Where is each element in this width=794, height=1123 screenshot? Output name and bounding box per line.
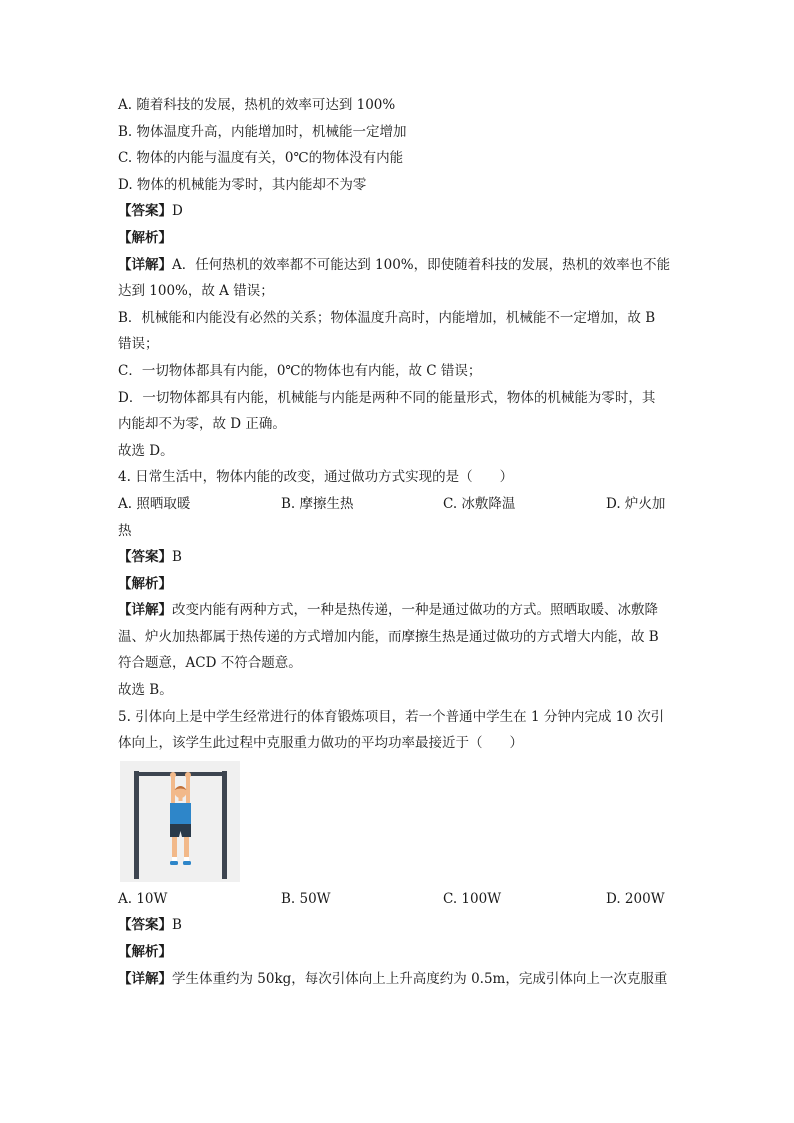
analysis-tag: 【解析】 [118,944,172,961]
q3-detail-line: D．一切物体都具有内能，机械能与内能是两种不同的能量形式，物体的机械能为零时，其 [118,389,656,406]
answer-tag: 【答案】 [118,203,172,220]
q5-stem-line: 体向上，该学生此过程中克服重力做功的平均功率最接近于（ ） [118,735,523,752]
q3-detail-line: C．一切物体都具有内能，0℃的物体也有内能，故 C 错误； [118,362,482,379]
detail-tag: 【详解】 [118,602,172,619]
detail-tag: 【详解】 [118,970,172,987]
q4-option-c: C. 冰敷降温 [443,495,516,512]
answer-value: D [172,203,183,220]
q5-option-b: B. 50W [281,890,331,907]
q5-answer [118,912,678,939]
q4-stem: 4. 日常生活中，物体内能的改变，通过做功方式实现的是（ ） [118,469,514,486]
detail-text: 改变内能有两种方式，一种是热传递，一种是通过做功的方式。照晒取暖、冰敷降 [172,602,658,619]
q4-option-d: D. 炉火加 [606,495,666,512]
analysis-tag: 【解析】 [118,229,172,246]
detail-text: A．任何热机的效率都不可能达到 100%，即使随着科技的发展，热机的效率也不能 [172,256,671,273]
q3-detail-line [118,252,678,279]
q4-option-wrap: 热 [118,522,132,539]
q5-analysis-heading [118,939,678,966]
pull-up-figure-svg [120,761,240,882]
answer-value: B [172,549,182,566]
q5-option-c: C. 100W [443,890,502,907]
q5-option-a: A. 10W [118,890,168,907]
q5-option-d: D. 200W [606,890,665,907]
q3-option-b: B. 物体温度升高，内能增加时，机械能一定增加 [118,123,407,140]
q5-options [118,886,678,913]
q4-options [118,491,678,518]
q4-conclusion: 故选 B。 [118,682,173,699]
q3-option-c: C. 物体的内能与温度有关，0℃的物体没有内能 [118,150,404,167]
q3-detail-line: 错误； [118,336,159,353]
detail-tag: 【详解】 [118,256,172,273]
q4-answer [118,544,678,571]
q4-detail-line [118,597,678,624]
analysis-tag: 【解析】 [118,575,172,592]
q4-analysis-heading [118,571,678,598]
exam-page [118,92,678,992]
q4-detail-line: 符合题意，ACD 不符合题意。 [118,655,302,672]
q3-detail-line: 达到 100%，故 A 错误； [118,283,274,300]
detail-text: 学生体重约为 50kg，每次引体向上上升高度约为 0.5m，完成引体向上一次克服重 [172,970,668,987]
answer-tag: 【答案】 [118,549,172,566]
answer-value: B [172,917,182,934]
q3-answer [118,198,678,225]
answer-tag: 【答案】 [118,917,172,934]
q4-detail-line: 温、炉火加热都属于热传递的方式增加内能，而摩擦生热是通过做功的方式增大内能，故 B [118,628,659,645]
q3-conclusion: 故选 D。 [118,442,174,459]
pull-up-illustration [120,761,240,882]
q3-detail-line: B．机械能和内能没有必然的关系；物体温度升高时，内能增加，机械能不一定增加，故 B [118,309,656,326]
q3-analysis-heading [118,225,678,252]
q4-option-b: B. 摩擦生热 [281,495,354,512]
q5-stem-line: 5. 引体向上是中学生经常进行的体育锻炼项目，若一个普通中学生在 1 分钟内完成 10 次引 [118,708,665,725]
q3-detail-line: 内能却不为零，故 D 正确。 [118,416,286,433]
q4-option-a: A. 照晒取暖 [118,495,191,512]
q3-option-a: A. 随着科技的发展，热机的效率可达到 100% [118,97,396,113]
q5-detail-line [118,966,678,993]
q3-option-d: D. 物体的机械能为零时，其内能却不为零 [118,176,367,193]
